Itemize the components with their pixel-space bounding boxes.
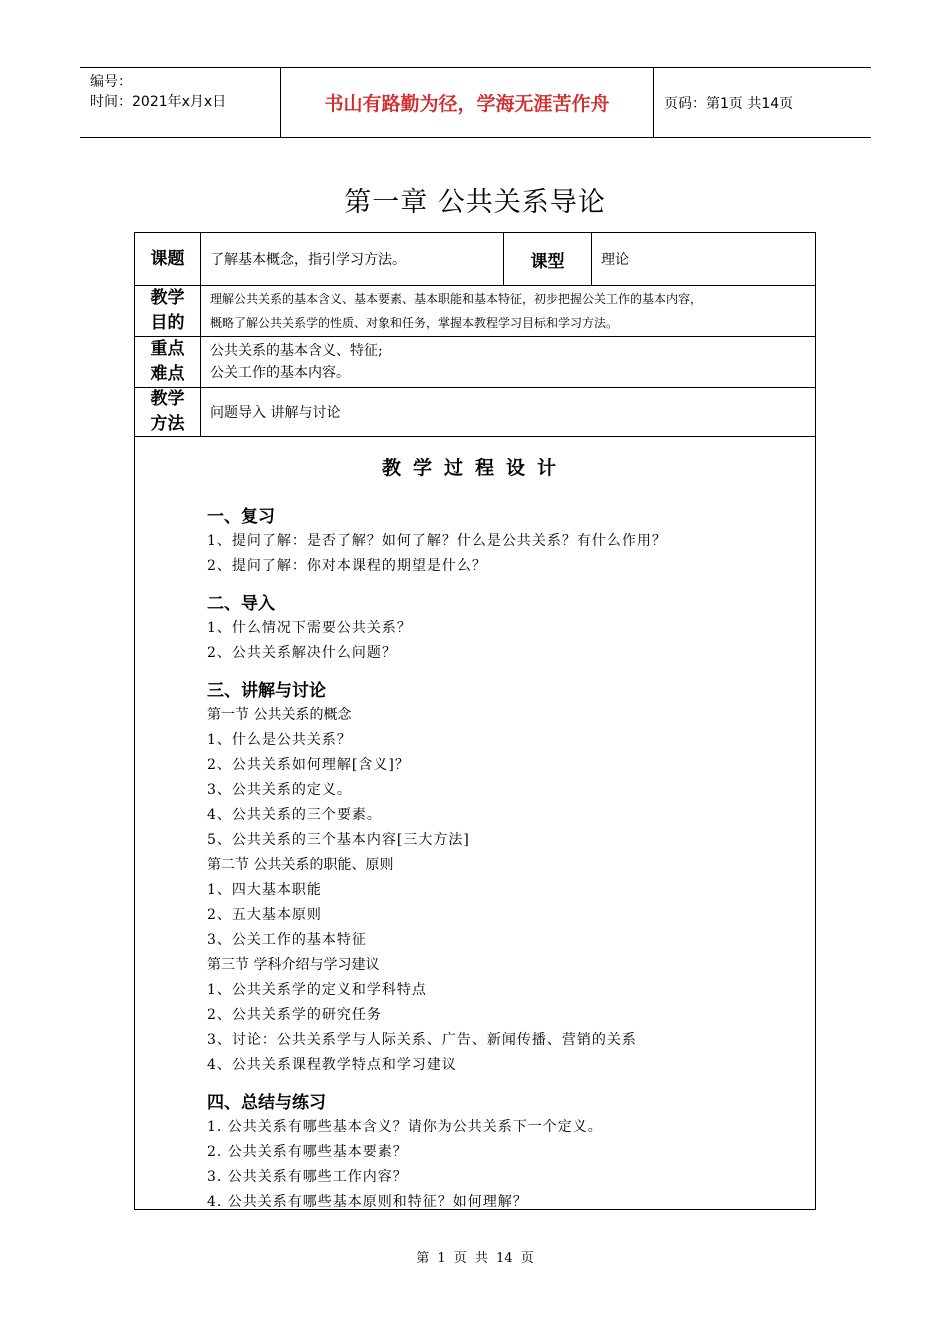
list-item: 2、公共关系学的研究任务 [207,1007,382,1023]
chapter-title: 第一章 公共关系导论 [344,187,606,218]
subsection-title: 第三节 学科介绍与学习建议 [207,957,380,973]
document-header [80,67,871,138]
header-motto: 书山有路勤为径，学海无涯苦作舟 [281,68,654,137]
header-page-info: 页码：第1页 共14页 [664,95,794,112]
design-title: 教学过程设计 [381,457,568,479]
goal-line-2: 概略了解公共关系学的性质、对象和任务，掌握本教程学习目标和学习方法。 [210,315,619,330]
goal-label-line-1: 教学 [150,287,185,308]
page-footer: 第 1 页 共 14 页 [416,1251,534,1266]
list-item: 1. 公共关系有哪些基本含义？请你为公共关系下一个定义。 [207,1119,603,1135]
method-label-line-1: 教学 [150,388,185,409]
number-label: 编号： [90,74,132,90]
section-summary-title: 四、总结与练习 [207,1093,326,1113]
key-line-2: 公关工作的基本内容。 [210,364,350,381]
key-label [135,336,201,387]
list-item: 1、提问了解：是否了解？如何了解？什么是公共关系？有什么作用？ [207,533,667,549]
list-item: 3、公共关系的定义。 [207,782,352,798]
method-value: 问题导入 讲解与讨论 [210,404,341,421]
section-review-title: 一、复习 [207,507,275,527]
key-row [135,336,815,388]
goal-row [135,285,815,337]
key-label-line-1: 重点 [150,338,185,359]
key-value [201,336,815,387]
goal-value [201,285,815,336]
list-item: 4、公共关系课程教学特点和学习建议 [207,1057,457,1073]
goal-line-1: 理解公共关系的基本含义、基本要素、基本职能和基本特征，初步把握公关工作的基本内容， [210,291,703,306]
goal-label-line-2: 目的 [150,312,185,333]
time-label: 时间：2021年x月x日 [90,94,227,110]
key-line-1: 公共关系的基本含义、特征; [210,342,383,359]
topic-row [135,233,815,286]
method-label [135,387,201,436]
section-lecture-title: 三、讲解与讨论 [207,681,326,701]
list-item: 3. 公共关系有哪些工作内容？ [207,1169,408,1185]
list-item: 1、公共关系学的定义和学科特点 [207,982,427,998]
goal-label [135,285,201,336]
list-item: 5、公共关系的三个基本内容[三大方法] [207,832,470,848]
list-item: 2、提问了解：你对本课程的期望是什么？ [207,558,487,574]
key-label-line-2: 难点 [150,363,185,384]
subsection-title: 第一节 公共关系的概念 [207,707,352,723]
type-label: 课型 [504,233,592,285]
list-item: 1、什么是公共关系？ [207,732,352,748]
topic-label: 课题 [135,233,201,285]
list-item: 4. 公共关系有哪些基本原则和特征？如何理解？ [207,1194,528,1210]
list-item: 1、什么情况下需要公共关系？ [207,620,412,636]
method-row [135,387,815,437]
topic-value: 了解基本概念，指引学习方法。 [201,233,504,285]
header-meta [80,68,281,137]
list-item: 3、讨论：公共关系学与人际关系、广告、新闻传播、营销的关系 [207,1032,637,1048]
list-item: 2. 公共关系有哪些基本要素？ [207,1144,408,1160]
list-item: 4、公共关系的三个要素。 [207,807,382,823]
list-item: 2、五大基本原则 [207,907,322,923]
list-item: 1、四大基本职能 [207,882,322,898]
list-item: 2、公共关系解决什么问题？ [207,645,397,661]
lesson-table [134,232,816,1210]
list-item: 2、公共关系如何理解[含义]？ [207,757,410,773]
method-label-line-2: 方法 [150,413,185,434]
subsection-title: 第二节 公共关系的职能、原则 [207,857,394,873]
type-value: 理论 [601,252,629,268]
section-intro-title: 二、导入 [207,594,275,614]
list-item: 3、公关工作的基本特征 [207,932,367,948]
